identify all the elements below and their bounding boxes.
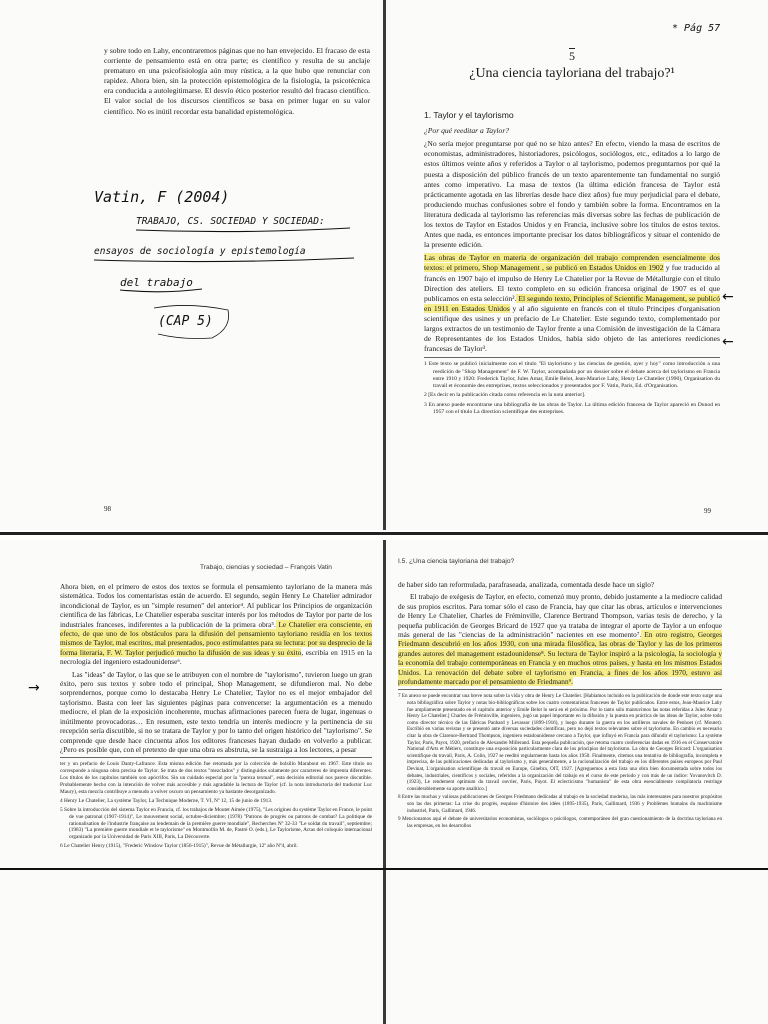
highlight: El segundo texto, Principles of Scientific Management, se publicó en 1911 en Estados Unidos [424, 293, 721, 313]
running-head-right: I.5. ¿Una ciencia tayloriana del trabajo? [398, 558, 515, 565]
footnote: 8 Entre las muchas y valiosas publicaciones de Georges Friedmann dedicadas al trabajo en la sociedad moderna, las más interesantes para nuestros propósitos son las dos primeras: La crise du progrès, esquisse d'histoire des idées (1895-1935), Paris, Gallimard, 1936 y Problèmes humains du machinisme industriel, Paris, Gallimard, 1946. [398, 794, 722, 814]
footnote: 6 Le Chatelier Henry (1915), "Frederic Winslow Taylor (1856-1915)", Revue de Métallurgie, 12º año Nº4, abril. [60, 843, 298, 850]
page-number-98: 98 [104, 505, 111, 513]
footnote: 2 [Es decir en la publicación citada como referencia en la nota anterior]. [424, 392, 586, 399]
page-99 [424, 48, 720, 418]
chapter-title: ¿Una ciencia tayloriana del trabajo?¹ [469, 66, 675, 82]
page-number-99: 99 [704, 507, 711, 515]
body-paragraph-highlighted: Las obras de Taylor en materia de organización del trabajo comprenden esencialmente dos textos: el primero, Shop Management , se publicó en Estados Unidos en 1902 y fue traducido al francés en 1907 bajo el impulso de Henry Le Chatelier por la Revue de Métallurgie con el título Direction des ateliers. El texto completo en su edición francesa original de 1907 es el que publicamos en esta selección². El segundo texto, Principles of Scientific Management, se publicó en 1911 en Estados Unidos y al año siguiente en francés con el título Principes d'organisation scientifique des usines y un prefacio de Le Chatelier. Este segundo texto, complementado por largos extractos de un testimonio de Taylor frente a una Comisión de investigación de la Cámara de Representantes de los Estados Unidos, había sido objeto de las anteriores reediciones francesas de Taylor³. [424, 253, 721, 354]
handwriting-line-subtitle: ensayos de sociología y epistemología [94, 246, 306, 257]
handwriting-line-title: TRABAJO, CS. SOCIEDAD Y SOCIEDAD: [136, 216, 325, 227]
body-paragraph-highlighted: El trabajo de exégesis de Taylor, en efecto, comenzó muy pronto, debido justamente a la mediocre calidad de sus propios escritos. Para tomar sólo el caso de Francia, hay que citar las obras, artículos e intervenciones de Henry Le Chatelier, Charles de Fréminville, Clarence Bertrand Thompson, varias tesis de derecho, y la pequeña publicación de Georges Bricard de 1927 que ya trataba de integrar el aporte de Taylor a un enfoque más general de las "ciencias de la administración" nacientes en ese momento⁷. En otro registro, Georges Friedmann descubrió en los años 1930, con una mirada filosófica, las obras de Taylor y las de los primeros grandes autores del management estadounidense⁸. Su lectura de Taylor inspiró a la psicología, la sociología y la economía del trabajo contemporáneas en Francia y en muchos otros países, y hasta en los mismos Estados Unidos. La renovación del debate sobre el taylorismo en Francia, a fines de los años 1970, estuvo así profundamente marcado por el pensamiento de Friedmann⁹. [398, 592, 723, 687]
margin-arrow-icon: ← [722, 334, 734, 350]
page-98 [104, 46, 370, 120]
footnotes [60, 757, 372, 850]
handwriting-line-author: Vatin, F (2004) [94, 188, 230, 206]
closing-paragraph: y sobre todo en Lahy, encontraremos páginas que no han envejecido. El fracaso de esta corriente de pensamiento está en otra parte; es científico y resulta de su anclaje prematuro en una psicofisiología aún muy rústica, a la que hubo que renunciar con rapidez. Ahora bien, sin la protección epistemológica de la fisiología, la psicotécnica era conducida a autolegitimarse. El desvío ético posterior resultó del fracaso científico. El valor social de los discursos científicos se basa en primer lugar en su valor científico. No es inútil recordar esta banalidad epistemológica. [104, 46, 370, 116]
highlight: En otro registro, Georges Friedmann descubrió en los años 1930, con una mirada filosófica, las obras de Taylor y las de los primeros grandes autores del management estadounidense⁸. Su lectura de Taylor inspiró a la psicología, la sociología y la economía del trabajo contemporáneas en Francia y en muchos otros países, y hasta en los mismos Estados Unidos. La renovación del debate sobre el taylorismo en Francia, a fines de los años 1970, estuvo así profundamente marcado por el pensamiento de Friedmann⁹. [398, 630, 723, 687]
footnote: 3 En anexo puede encontrarse una bibliografía de las obras de Taylor. La última edición francesa de Taylor apareció en Dunod en 1957 con el título La direction scientifique des entreprises. [424, 401, 720, 416]
scan-separator [0, 532, 768, 535]
handwritten-citation-note [92, 188, 362, 358]
highlight: Le Chatelier era consciente, en efecto, de que uno de los obstáculos para la difusión del pensamiento tayloriano residía en los textos mismos de Taylor, mal escritos, mal presentados, poco estimulantes para su lectura: por su desprecio de la forma literaria, F. W. Taylor perjudicó mucho la difusión de sus ideas y su éxito [60, 619, 372, 657]
scan-overlap-line [0, 868, 768, 870]
chapter-number: 5 [569, 49, 575, 63]
footnote: 5 Sobre la introducción del sistema Taylor en Francia, cf. los trabajos de Moutet Aimée (1975), "Les origines du système Taylor en France, le point de vue patronal (1907-1914)", Le mouvement social, octubre-diciembre; (1978) "Patrons de progrès ou patrons de combat? La politique de rationalisation de l'industrie française au lendemain de la première guerre mondiale", Recherches Nº 32-33 "Le soldat du travail", septiembre; (1983) "La première guerre mondiale et le taylorisme" en Montmollin M. de, Pastré O. (eds.), Le Taylorisme, Actas del coloquio internacional organizado por la Universidad de Paris XIII, Paris, La Découverte. [60, 806, 372, 841]
highlight: Las obras de Taylor en materia de organización del trabajo comprenden esencialmente dos textos: el primero, Shop Management , se publicó en Estados Unidos en 1902 [424, 253, 720, 273]
handwriting-underline-1 [92, 188, 362, 358]
page-gutter [383, 0, 386, 530]
subsection-title: ¿Por qué reeditar a Taylor? [424, 126, 510, 136]
footnote: 7 En anexo se puede encontrar una breve nota sobre la vida y obra de Henry Le Chatelier. [Habíamos incluido en la publicación de donde este texto surge una nota bibliográfica sobre Taylor y notas bio-bibliográficas sobre los cuatro comentaristas franceses de Taylor publicados. Entre estos, Jean-Maurice Lahy fue ampliamente presentado en el capítulo anterior y Emile Belot lo será en el próximo. Por lo tanto sólo mantuvimos las notas referidas a Jules Amar y Henry Le Chatelier.] Charles de Fréminville, ingeniero, jugó un papel importante en la difusión y la puesta en práctica de las ideas de Taylor, sobre todo como director técnico de las fábricas Panhard y Levassor (1899-1916), y luego durante la guerra en los astilleros navales de Penhoet (cf. Moutet). Escribió en varias revistas y se presentó ante diversas sociedades científicas, pero no dejó textos relevantes sobre el taylorismo. En cambio es necesario citar la obra de Clarence-Bertrand Thompson, ingeniero estadounidense cercano a Taylor, que influyó en Francia para difundir el taylorismo: La système Taylor, Paris, Payot, 1920, prefacio de Alexandre Millerand. Esta pequeña publicación, que retoma cuatro conferencias dadas en 1916 en el Conservatoire National d'Arts et Métiers, constituye una exposición particularmente clara de los principios del taylorismo. La obra de Georges Bricard: L'organisation scientifique du travail, Paris, A. Colin, 1927 se reeditó regularmente hasta los años 1950. Finalmente, citemos una tentativa de bibliografía, incompleta e imprecisa, de las publicaciones dedicadas al taylorismo y, más generalmente, a la racionalización del trabajo en los diferentes países europeos por Paul Devinat, L'organisation scientifique du travail en Europe, Ginebra, OIT, 1927. [Agreguemos a esta lista una obra bien documentada sobre todos los debates, industriales, científicos y sociales, referidos a la organización del trabajo en el curso de este período y con más de un índice: Yovanovitch D. (1923), Le rendement optimum du travail ouvrier, Paris, Payot. El eclecticismo "humanista" de esta obra esencialmente compilatoria restringe considerablemente su aporte analítico.] [398, 693, 722, 792]
body-paragraph: ¿No sería mejor preguntarse por qué no se hizo antes? En efecto, viendo la masa de escritos de economistas, administradores, historiadores, psicólogos, sociólogos, etc., editados a lo largo de estos últimos veinte años y referidos a Taylor o al taylorismo, podemos preguntarnos por qué la puesta a disposición del público francés de un texto aparentemente tan fundamental no surgió antes como imperativo. La masa de textos (la última edición francesa de Taylor está prácticamente agotada en las librerías desde hace diez años) fue muy perjudicial para el debate, produciendo muchas confusiones sobre el fondo y también sobre la forma. Encontramos en la literatura dedicada al taylorismo las referencias más diversas sobre las fechas de publicación de los textos de Taylor en Estados Unidos y en Francia, inclusive sobre los títulos de estos textos. Antes que nada, es entonces importante precisar los datos bibliográficos y situar el contenido de la presente edición. [424, 139, 720, 250]
handwriting-line-subtitle-end: del trabajo [120, 276, 193, 289]
body-paragraph-highlighted: Ahora bien, en el primero de estos dos textos se formula el pensamiento tayloriano de la manera más sistemática. Todos los comentaristas están de acuerdo. El segundo, según Henry Le Chatelier admirador incondicional de Taylor, es un "simple resumen" del anterior⁴. Al publicar los Principios de organización científica de las fábricas, Le Chatelier esperaba suscitar interés por los métodos de Taylor por parte de los industriales franceses, indiferentes a la publicación de la primera obra⁵. Le Chatelier era consciente, en efecto, de que uno de los obstáculos para la difusión del pensamiento tayloriano residía en los textos mismos de Taylor, mal escritos, mal presentados, poco estimulantes para su lectura: por su desprecio de la forma literaria, F. W. Taylor perjudicó mucho la difusión de sus ideas y su éxito, escribía en 1915 en la necrología del ingeniero estadounidense⁶. [60, 582, 372, 667]
footnote: 9 Mencionamos aquí el debate de universitarios economistas, sociólogos o psicólogos, contemporáneo del gran cuestionamiento de la doctrina tayloriana en las empresas, en los desarrollos [398, 816, 722, 829]
margin-note: * Pág 57 [672, 23, 721, 34]
page-100 [60, 582, 372, 852]
bottom-spread [0, 540, 768, 1024]
handwriting-line-chapter: (CAP 5) [158, 314, 213, 329]
running-head-left: Trabajo, ciencias y sociedad – François Vatin [200, 564, 332, 571]
footnotes [398, 689, 722, 829]
footnote-continued: ter y un prefacio de Louis Danty-Lafrance. Esta misma edición fue retomada por la colección de bolsillo Marabout en 1967. Este título no corresponde a ninguna obra precisa de Taylor. Se trata de dos textos "mezclados" y distinguidos solamente por caracteres de imprenta diferentes. Los títulos de los capítulos también son apócrifos. Sin un cuidado especial por la "pureza textual", esta decisión editorial nos parece discutible. Probablemente hecho con la intención de volver más accesible y más agradable la lectura de Taylor (cf. la nota introductoria del traductor Luc Maury), esta mezcla contribuye a menudo a volver oscuro un pensamiento ya bastante desorganizado. [60, 761, 372, 795]
section-title: 1. Taylor y el taylorismo [424, 110, 514, 121]
footnotes [424, 357, 720, 416]
body-paragraph: de haber sido tan reformulada, parafraseada, analizada, comentada desde hace un siglo? [398, 580, 655, 589]
footnote: 4 Henry Le Chatelier, La système Taylor, La Technique Moderne, T. VI, Nº 12, 15 de junio de 1913. [60, 797, 273, 804]
page-gutter [383, 540, 386, 1024]
margin-arrow-icon: ← [722, 289, 734, 305]
body-paragraph: Las "ideas" de Taylor, o las que se le atribuyen con el nombre de "taylorismo", tuvieron luego un gran éxito, pero sus textos y sobre todo el principal, Shop Management, se difundieron mal. No debe sorprendernos, porque como lo destacaba Henry Le Chatelier, Taylor no es el mejor embajador del taylorismo. Basta con leer las siguientes páginas para convencerse: la argumentación es a menudo mediocre, el plan de la exposición incoherente, muchas afirmaciones parecen fuera de lugar, ingenuas o inútilmente provocadoras… En resumen, este texto tendría un interés mediocre y la pertinencia de su recepción sería discutible, si no se tratara de Taylor y por lo tanto del origen histórico del "taylorismo". Se comprende que desde hace cincuenta años los editores franceses hayan dudado en volverlo a publicar. ¿Pero es posible que, con el pretexto de que una obra es abstruta, se la sustraiga a los lectores, a pesar [60, 669, 372, 754]
margin-arrow-icon: → [28, 680, 40, 696]
page-101 [398, 580, 722, 831]
footnote: 1 Este texto se publicó inicialmente con el título "El taylorismo y las ciencias de gestión, ayer y hoy" como introducción a una reedición de "Shop Management" de F. W. Taylor, acompañada por un dossier sobre el debate acerca del taylorismo en Francia entre 1910 y 1920: Frederick Taylor, Jules Amar, Emile Belot, Jean-Maurice Lahy, Henry Le Chatelier (1990), Organisation du travail et économie des entreprises, textos seleccionados y presentados por F. Vatin, Paris, Ed. d'Organisation. [424, 361, 720, 390]
